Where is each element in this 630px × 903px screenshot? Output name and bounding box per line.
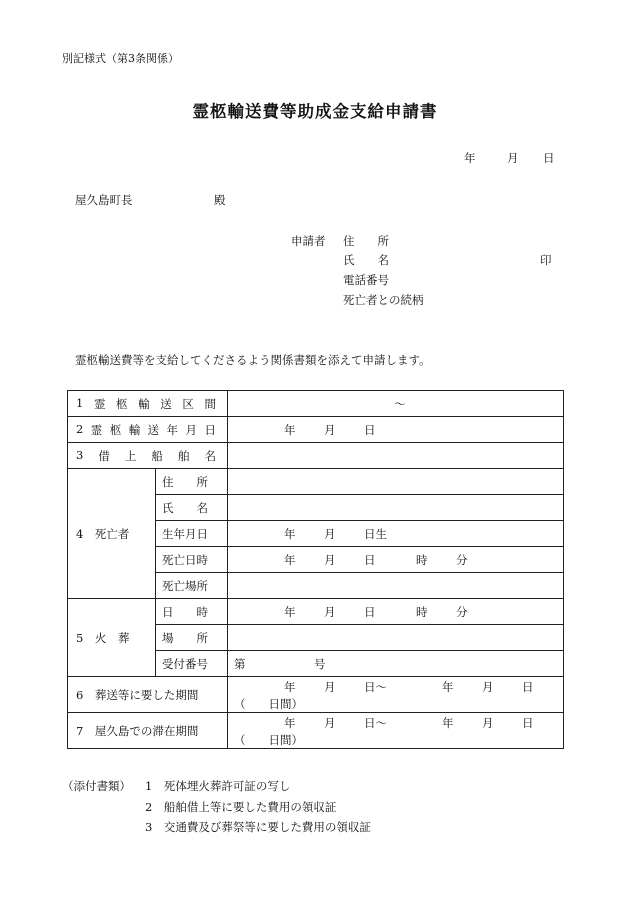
day-unit: 日生 xyxy=(364,527,387,541)
funeral-period-field[interactable] xyxy=(228,677,564,713)
label-char: 霊 xyxy=(93,396,106,411)
day-unit: 日 xyxy=(522,716,534,730)
day-unit: 日 xyxy=(364,553,376,567)
death-place-field[interactable] xyxy=(228,573,564,599)
label-char: 霊 xyxy=(90,422,103,437)
month-unit: 月 xyxy=(324,605,336,619)
year-unit: 年 xyxy=(284,716,296,730)
day-range-unit: 日〜 xyxy=(364,680,387,694)
transport-date-field[interactable] xyxy=(228,417,564,443)
label-char: 日 xyxy=(204,422,216,437)
label-char: 年 xyxy=(166,422,179,437)
table-row xyxy=(68,599,564,625)
row1-label xyxy=(68,391,228,417)
deceased-address-label: 住 所 xyxy=(156,469,228,495)
seal-mark: 印 xyxy=(540,253,552,267)
row3-label xyxy=(68,443,228,469)
attachment-item: 2 船舶借上等に要した費用の領収証 xyxy=(145,800,337,814)
day-unit: 日 xyxy=(364,605,376,619)
row-number: 2 xyxy=(76,421,84,436)
month-unit: 月 xyxy=(324,680,336,694)
date-year: 年 xyxy=(464,151,476,165)
year-unit: 年 xyxy=(442,680,454,694)
month-unit: 月 xyxy=(482,716,494,730)
label-char: 柩 xyxy=(116,396,128,411)
date-month: 月 xyxy=(507,151,519,165)
label-char: 月 xyxy=(185,422,198,437)
table-row xyxy=(68,469,564,495)
table-row xyxy=(68,677,564,713)
receipt-prefix: 第 xyxy=(234,657,246,671)
label-char: 送 xyxy=(160,396,172,411)
cremation-group-label: 5 火 葬 xyxy=(68,599,156,677)
label-char: 名 xyxy=(204,448,216,463)
row2-label xyxy=(68,417,228,443)
label-char: 柩 xyxy=(109,422,122,437)
receipt-suffix: 号 xyxy=(314,657,326,671)
birth-date-field[interactable] xyxy=(228,521,564,547)
month-unit: 月 xyxy=(324,527,336,541)
year-unit: 年 xyxy=(284,680,296,694)
deceased-address-field[interactable] xyxy=(228,469,564,495)
label-char: 舶 xyxy=(177,448,190,463)
label-char: 区 xyxy=(182,396,194,411)
table-row xyxy=(68,443,564,469)
hour-unit: 時 xyxy=(416,553,428,567)
label-char: 送 xyxy=(147,422,160,437)
funeral-period-label: 6 葬送等に要した期間 xyxy=(68,677,228,713)
hour-unit: 時 xyxy=(416,605,428,619)
death-datetime-label: 死亡日時 xyxy=(156,547,228,573)
year-unit: 年 xyxy=(284,527,296,541)
chartered-vessel-field[interactable] xyxy=(228,443,564,469)
range-tilde: 〜 xyxy=(394,397,406,411)
row-number: 3 xyxy=(76,447,84,462)
cremation-place-label: 場 所 xyxy=(156,625,228,651)
month-unit: 月 xyxy=(324,553,336,567)
form-note: 別記様式（第3条関係） xyxy=(62,52,179,65)
cremation-datetime-label: 日 時 xyxy=(156,599,228,625)
label-char: 輸 xyxy=(128,422,141,437)
cremation-datetime-field[interactable] xyxy=(228,599,564,625)
receipt-number-field[interactable] xyxy=(228,651,564,677)
label-char: 間 xyxy=(204,396,216,411)
day-count: （ 日間） xyxy=(234,733,303,747)
attachment-item: 1 死体埋火葬許可証の写し xyxy=(145,779,291,793)
deceased-name-label: 氏 名 xyxy=(156,495,228,521)
applicant-label: 申請者 xyxy=(291,234,326,248)
applicant-address-label: 住 所 xyxy=(343,234,389,248)
addressee-name: 屋久島町長 xyxy=(75,193,133,207)
birth-date-label: 生年月日 xyxy=(156,521,228,547)
table-row xyxy=(68,391,564,417)
table-row xyxy=(68,713,564,749)
receipt-number-label: 受付番号 xyxy=(156,651,228,677)
attachment-item: 3 交通費及び葬祭等に要した費用の領収証 xyxy=(145,820,371,834)
applicant-phone-label: 電話番号 xyxy=(343,273,389,287)
year-unit: 年 xyxy=(284,605,296,619)
minute-unit: 分 xyxy=(456,553,468,567)
transport-section-field[interactable] xyxy=(228,391,564,417)
applicant-name-label: 氏 名 xyxy=(343,253,389,267)
applicant-relationship-label: 死亡者との続柄 xyxy=(343,293,424,307)
application-table xyxy=(67,390,564,749)
year-unit: 年 xyxy=(284,423,296,437)
label-char: 船 xyxy=(151,448,163,463)
death-place-label: 死亡場所 xyxy=(156,573,228,599)
day-count: （ 日間） xyxy=(234,697,303,711)
intro-text: 霊柩輸送費等を支給してくださるよう関係書類を添えて申請します。 xyxy=(75,353,431,367)
day-unit: 日 xyxy=(364,423,376,437)
attachments-heading: （添付書類） xyxy=(62,779,131,793)
death-datetime-field[interactable] xyxy=(228,547,564,573)
label-char: 借 xyxy=(98,448,110,463)
stay-period-label: 7 屋久島での滞在期間 xyxy=(68,713,228,749)
addressee-suffix: 殿 xyxy=(214,193,226,207)
day-range-unit: 日〜 xyxy=(364,716,387,730)
year-unit: 年 xyxy=(284,553,296,567)
label-char: 上 xyxy=(124,448,137,463)
deceased-name-field[interactable] xyxy=(228,495,564,521)
row-number: 1 xyxy=(76,395,84,410)
deceased-group-label: 4 死亡者 xyxy=(68,469,156,599)
stay-period-field[interactable] xyxy=(228,713,564,749)
cremation-place-field[interactable] xyxy=(228,625,564,651)
table-row xyxy=(68,417,564,443)
minute-unit: 分 xyxy=(456,605,468,619)
day-unit: 日 xyxy=(522,680,534,694)
label-char: 輸 xyxy=(138,396,150,411)
document-title: 霊柩輸送費等助成金支給申請書 xyxy=(192,102,438,121)
month-unit: 月 xyxy=(324,423,336,437)
date-day: 日 xyxy=(543,151,555,165)
month-unit: 月 xyxy=(324,716,336,730)
month-unit: 月 xyxy=(482,680,494,694)
year-unit: 年 xyxy=(442,716,454,730)
